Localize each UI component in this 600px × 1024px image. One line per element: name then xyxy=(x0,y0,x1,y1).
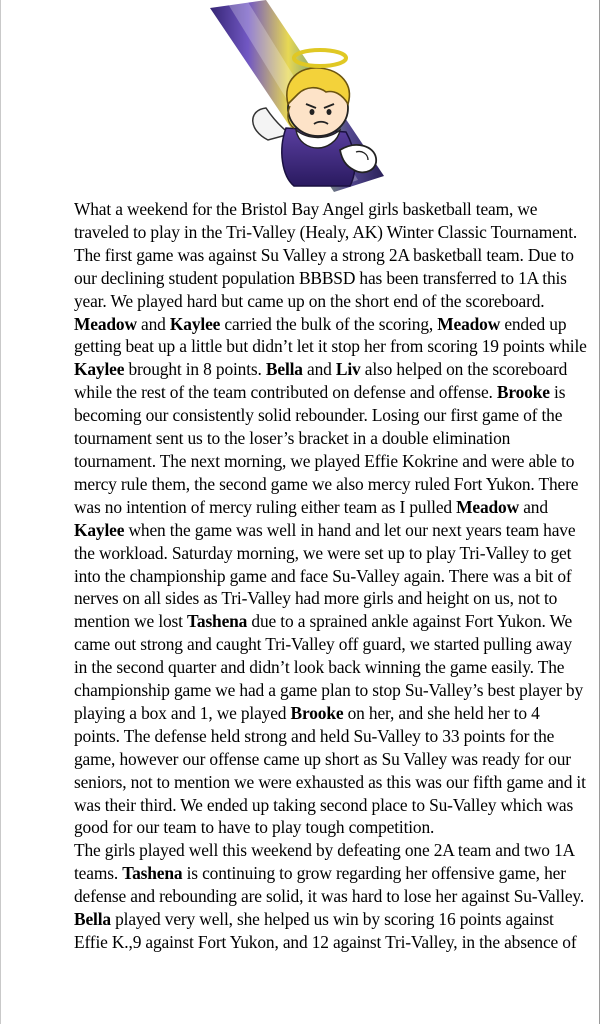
player-name: Meadow xyxy=(74,313,137,334)
text-run: ended up getting beat up a little but didn’t let it stop her from scoring 19 points while xyxy=(74,313,587,357)
player-name: Kaylee xyxy=(74,359,125,380)
text-run: when the game was well in hand and let our next years team have the workload. Saturday morning, we were set up to play Tri-Valley to get into the championship game and face Su-Valley again. There was a bit of nerves on all sides as Tri-Valley had more girls and height on us, not to mention we lost xyxy=(74,519,576,632)
player-name: Bella xyxy=(265,359,303,380)
player-name: Kaylee xyxy=(169,313,221,334)
player-name: Meadow xyxy=(437,313,501,334)
player-name: Kaylee xyxy=(74,519,125,540)
page-edge-left xyxy=(0,0,1,1024)
text-run: The girls played well this weekend by defeating one 2A team and two 1A teams. xyxy=(74,840,574,884)
text-run: brought in 8 points. xyxy=(124,359,266,380)
article-body xyxy=(74,198,589,954)
player-name: Brooke xyxy=(496,382,550,403)
player-name: Meadow xyxy=(456,496,520,517)
text-run: and xyxy=(302,359,336,380)
text-run: carried the bulk of the scoring, xyxy=(220,313,438,334)
article-paragraph-2 xyxy=(74,839,589,954)
player-name: Tashena xyxy=(187,611,248,632)
text-run: due to a sprained ankle against Fort Yukon. We came out strong and caught Tri-Valley off guard, we started pulling away in the second quarter and didn’t look back winning the game easily. The championship game we had a game plan to stop Su-Valley’s best player by playing a box and 1, we played xyxy=(74,611,584,723)
article-paragraph-1 xyxy=(74,198,589,839)
text-run: and xyxy=(136,313,170,334)
text-run: What a weekend for the Bristol Bay Angel girls basketball team, we traveled to play in the Tri-Valley (Healy, AK) Winter Classic Tournament. The first game was against Su Valley a strong 2A basketball team. Due to our declining student population BBBSD has been transferred to 1A this year. We played hard but came up on the short end of the scoreboard. xyxy=(74,199,578,311)
player-name: Brooke xyxy=(290,702,344,723)
text-run: on her, and she held her to 4 points. The defense held strong and held Su-Valley to 33 points for the game, however our offense came up short as Su Valley was ready for our seniors, not to mention we were exhausted as this was our fifth game and it was their third. We ended up taking second place to Su-Valley which was good for our team to have to play tough competition. xyxy=(74,702,586,838)
player-name: Liv xyxy=(335,359,361,380)
text-run: is becoming our consistently solid rebounder. Losing our first game of the tournament sent us to the loser’s bracket in a double elimination tournament. The next morning, we played Effie Kokrine and were able to mercy rule them, the second game we also mercy ruled Fort Yukon. There was no intention of mercy ruling either team as I pulled xyxy=(74,382,579,517)
text-run: is continuing to grow regarding her offensive game, her defense and rebounding are solid, it was hard to lose her against Su-Valley. xyxy=(74,863,585,907)
player-name: Tashena xyxy=(122,863,183,884)
text-run: played very well, she helped us win by scoring 16 points against Effie K.,9 against Fort Yukon, and 12 against Tri-Valley, in the absence of xyxy=(74,909,577,952)
angel-mascot-icon xyxy=(208,0,390,192)
text-run: and xyxy=(519,496,548,517)
text-run: also helped on the scoreboard while the rest of the team contributed on defense and offense. xyxy=(74,359,568,403)
player-name: Bella xyxy=(74,909,111,930)
